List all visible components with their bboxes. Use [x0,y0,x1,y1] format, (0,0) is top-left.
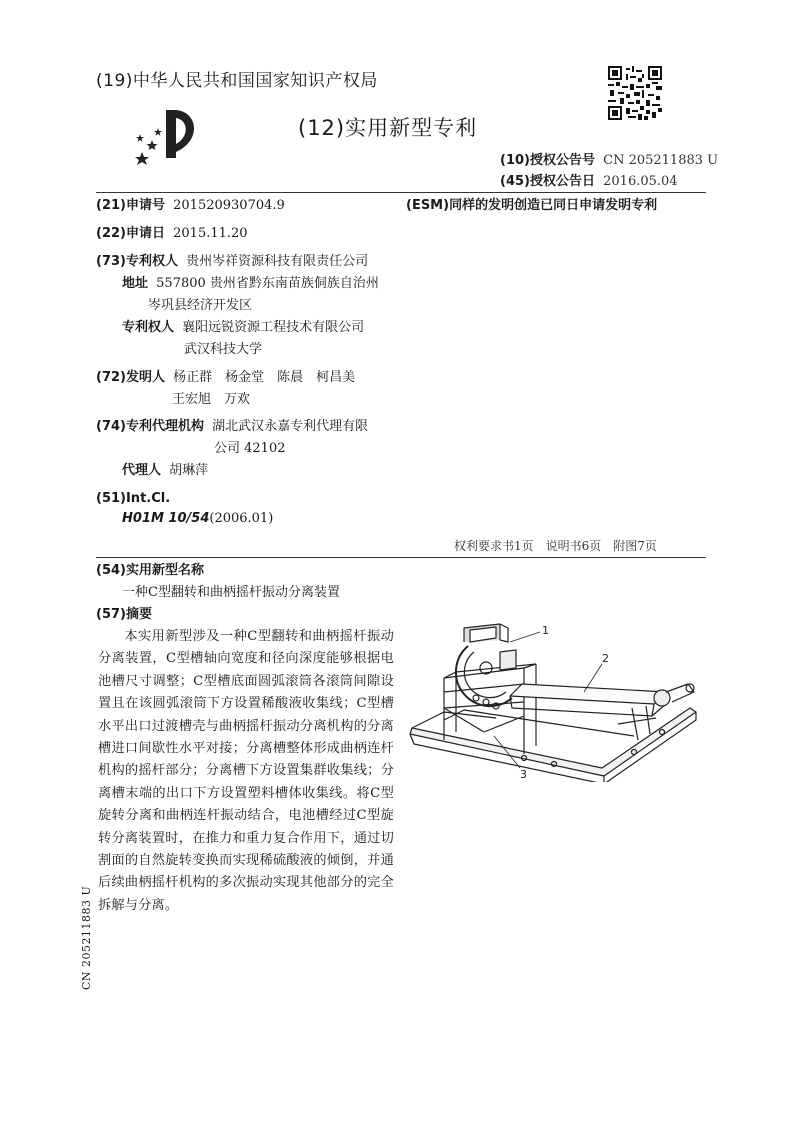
office-name: (19)中华人民共和国国家知识产权局 [96,71,378,91]
address-label: 地址 [122,276,149,291]
abstract-label: (57)摘要 [96,607,152,622]
pub-date-value: 2016.05.04 [603,174,678,189]
figure-label-3: 3 [520,768,527,781]
document-type: (12)实用新型专利 [298,116,478,140]
page-counts: 权利要求书1页 说明书6页 附图7页 [454,539,657,553]
utility-model-title: 一种C型翻转和曲柄摇杆振动分离装置 [122,585,340,600]
cnipa-logo-icon [132,104,204,166]
side-publication-number: CN 205211883 U [80,885,93,990]
abstract-text: 本实用新型涉及一种C型翻转和曲柄摇杆振动分离装置，C型槽轴向宽度和径向深度能够根据电池槽尺寸调整；C型槽底面圆弧滚筒各滚筒间隙设置且在该圆弧滚筒下方设置稀酸液收集线；C型槽水平出口过渡槽壳与曲柄摇杆振动分离机构的分离槽进口间歇性水平对接；分离槽整体形成曲柄连杆机构的摇杆部分；分离槽下方设置集群收集线；分离槽末端的出口下方设置塑料槽体收集线。将C型旋转分离和曲柄连杆振动结合，电池槽经过C型旋转分离装置时，在推力和重力复合作用下，通过切割面的自然旋转变换而实现稀硫酸液的倾倒，并通后续曲柄摇杆机构的多次振动实现其他部分的完全拆解与分离。 [98,629,394,913]
agency-line1: 湖北武汉永嘉专利代理有限 [212,419,369,434]
patentee2-label: 专利权人 [122,320,175,335]
intcl-version: (2006.01) [209,511,274,526]
pub-date-label: (45)授权公告日 [500,174,595,189]
title-label: (54)实用新型名称 [96,563,204,578]
app-date-label: (22)申请日 [96,226,165,241]
patentee2-line2: 武汉科技大学 [184,342,263,357]
figure-label-1: 1 [542,624,549,637]
header-rule [96,192,706,193]
section-rule [96,557,706,558]
patentee1-value: 贵州岑祥资源科技有限责任公司 [186,254,369,269]
inventors-line2: 王宏旭 万欢 [172,392,251,407]
esm-note: (ESM)同样的发明创造已同日申请发明专利 [406,198,658,213]
inventors-line1: 杨正群 杨金堂 陈晨 柯昌美 [173,370,356,385]
qr-code-icon [608,66,662,120]
app-no-value: 201520930704.9 [173,198,285,213]
pub-number-value: CN 205211883 U [603,153,719,168]
agent-label: 代理人 [122,463,162,478]
agency-line2: 公司 42102 [214,441,286,456]
patentee2-line1: 襄阳远锐资源工程技术有限公司 [182,320,365,335]
inventors-label: (72)发明人 [96,370,165,385]
patentee1-label: (73)专利权人 [96,254,178,269]
intcl-label: (51)Int.Cl. [96,491,171,506]
app-no-label: (21)申请号 [96,198,165,213]
agency-label: (74)专利代理机构 [96,419,204,434]
agent-value: 胡琳萍 [169,463,209,478]
figure-label-2: 2 [602,652,609,665]
pub-number-label: (10)授权公告号 [500,153,595,168]
app-date-value: 2015.11.20 [173,226,248,241]
address-line2: 岑巩县经济开发区 [148,298,253,313]
apparatus-figure [404,612,704,782]
intcl-code: H01M 10/54 [122,511,210,526]
address-line1: 557800 贵州省黔东南苗族侗族自治州 [156,276,379,291]
